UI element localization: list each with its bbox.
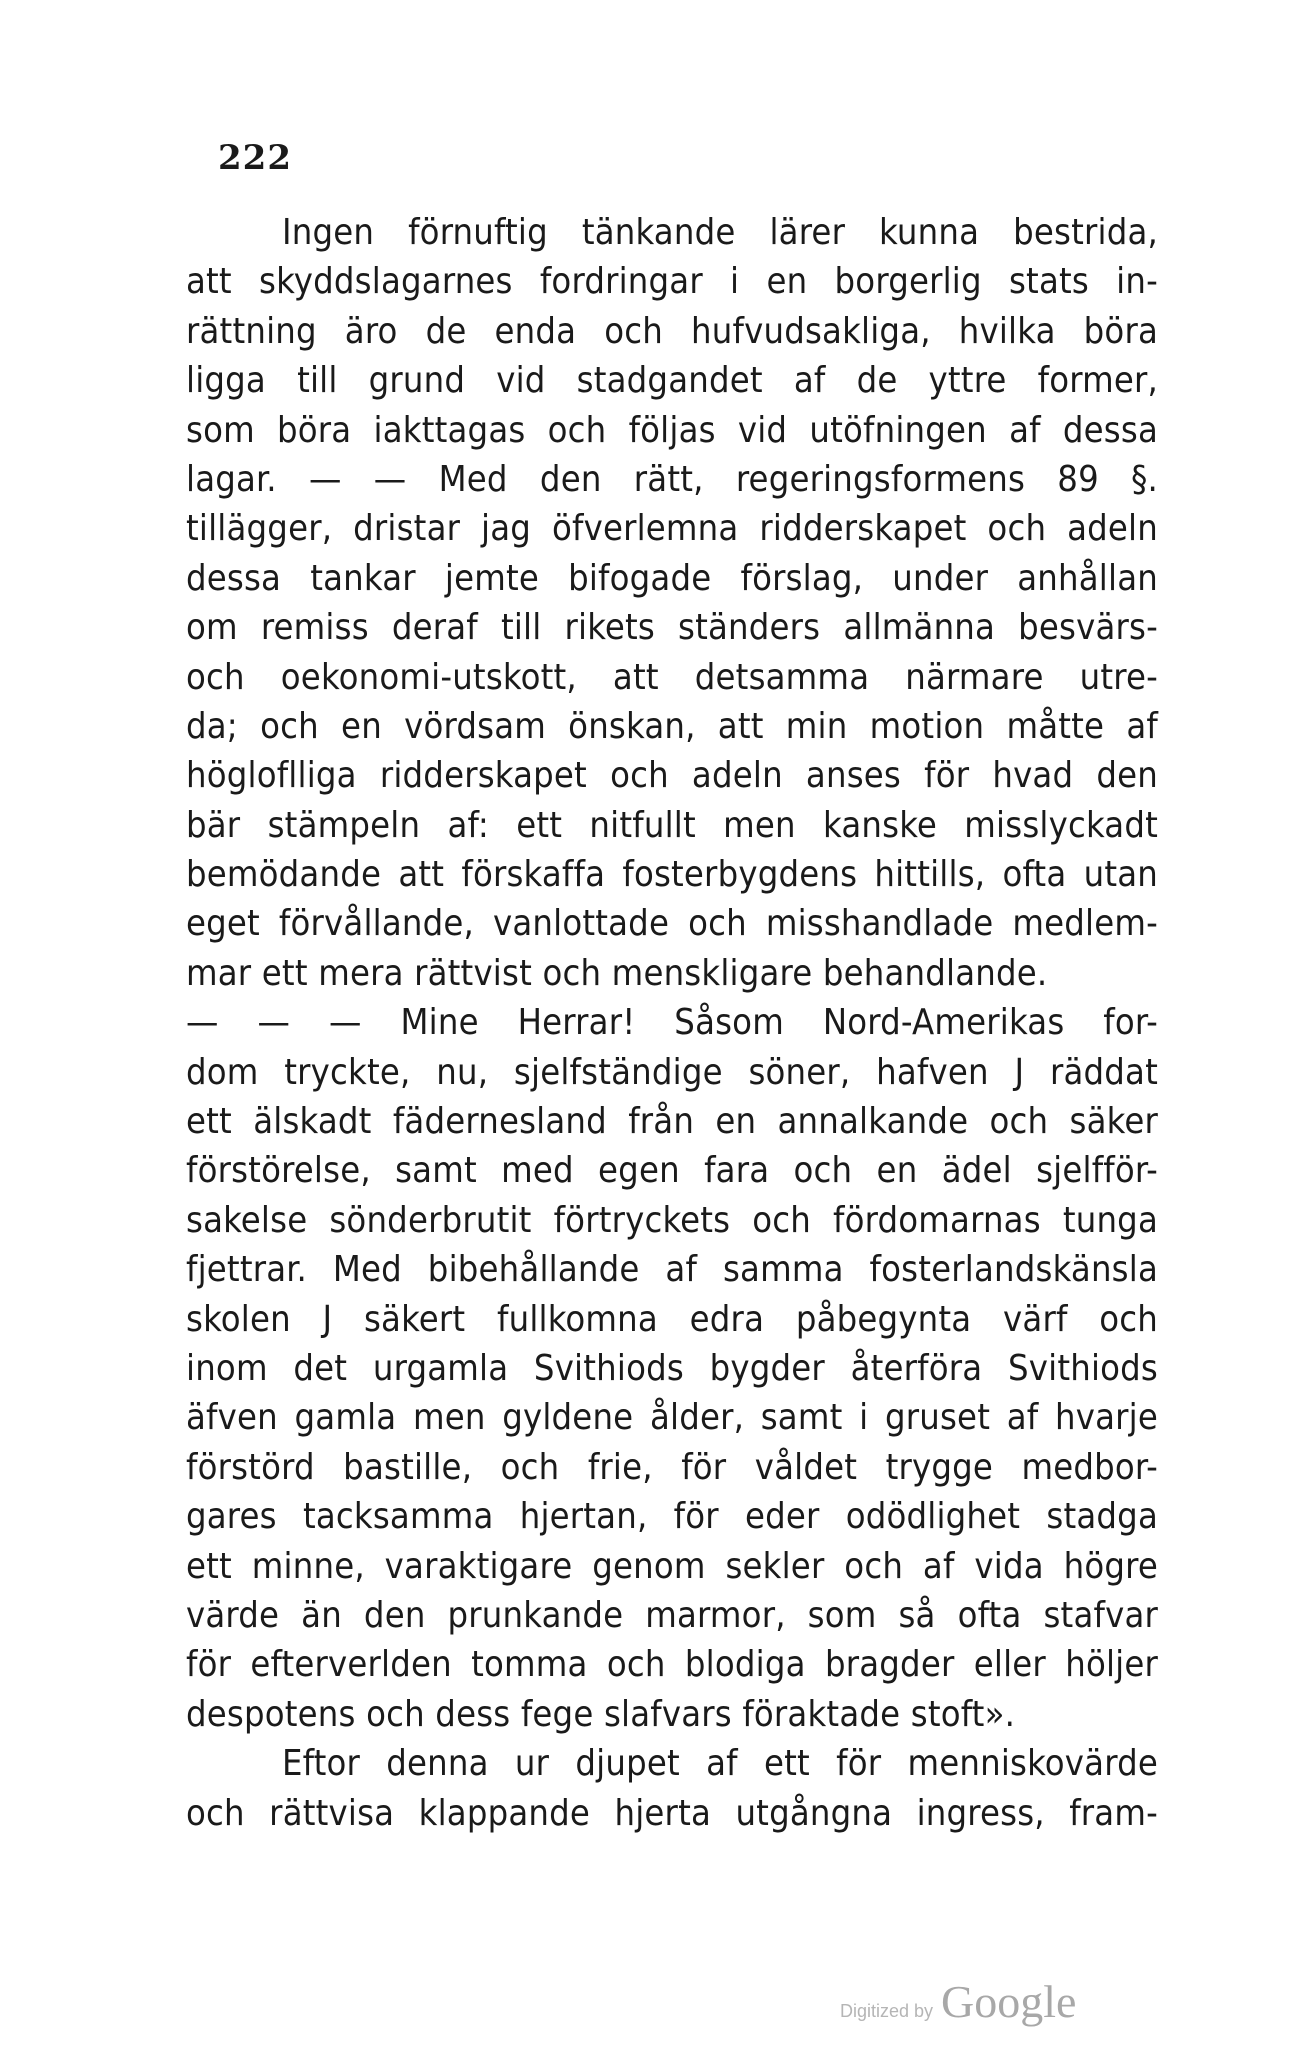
text-line: mar ett mera rättvist och menskligare behandlande. (186, 952, 1048, 994)
text-line: fjettrar. Med bibehållande af samma fosterlandskänsla (186, 1249, 1158, 1291)
text-line: Eftor denna ur djupet af ett för menniskovärde (282, 1743, 1158, 1785)
text-line: och oekonomi-utskott, att detsamma närmare utre- (186, 656, 1158, 698)
text-line: despotens och dess fege slafvars föraktade stoft». (186, 1693, 1016, 1735)
text-line: skolen J säkert fullkomna edra påbegynta värf och (186, 1298, 1158, 1340)
text-line: värde än den prunkande marmor, som så ofta stafvar (186, 1594, 1158, 1636)
text-line: dessa tankar jemte bifogade förslag, under anhållan (186, 557, 1158, 599)
text-line: att skyddslagarnes fordringar i en borgerlig stats in- (186, 261, 1158, 303)
text-line: som böra iakttagas och följas vid utöfningen af dessa (186, 409, 1158, 451)
text-line: inom det urgamla Svithiods bygder återföra Svithiods (186, 1347, 1158, 1389)
text-line: och rättvisa klappande hjerta utgångna ingress, fram- (186, 1792, 1158, 1834)
text-line: da; och en vördsam önskan, att min motion måtte af (186, 705, 1158, 747)
text-line: äfven gamla men gyldene ålder, samt i gruset af hvarje (186, 1397, 1158, 1439)
text-line: förstörelse, samt med egen fara och en ädel sjelfför- (186, 1150, 1158, 1192)
text-line: ligga till grund vid stadgandet af de yttre former, (186, 360, 1158, 402)
body-text (186, 208, 1158, 1838)
text-line: — — — Mine Herrar! Såsom Nord-Amerikas for- (186, 1002, 1158, 1044)
text-line: bemödande att förskaffa fosterbygdens hittills, ofta utan (186, 854, 1158, 896)
text-line: bär stämpeln af: ett nitfullt men kanske misslyckadt (186, 804, 1158, 846)
text-line: lagar. — — Med den rätt, regeringsformens 89 §. (186, 458, 1158, 500)
text-line: Ingen förnuftig tänkande lärer kunna bestrida, (282, 212, 1158, 253)
text-line: högloflliga ridderskapet och adeln anses för hvad den (186, 755, 1158, 797)
page-number: 222 (218, 138, 292, 178)
text-line: rättning äro de enda och hufvudsakliga, hvilka böra (186, 310, 1158, 352)
text-line: ett minne, varaktigare genom sekler och af vida högre (186, 1545, 1158, 1587)
watermark-label: Digitized by (840, 2001, 934, 2021)
digitized-watermark (840, 1975, 1076, 2028)
text-line: ett älskadt fädernesland från en annalkande och säker (186, 1101, 1158, 1143)
google-logo: Google (941, 1976, 1077, 2027)
text-line: dom tryckte, nu, sjelfständige söner, hafven J räddat (186, 1051, 1158, 1093)
text-line: för efterverlden tomma och blodiga bragder eller höljer (186, 1644, 1158, 1686)
text-line: förstörd bastille, och frie, för våldet trygge medbor- (186, 1446, 1158, 1488)
text-line: gares tacksamma hjertan, för eder odödlighet stadga (186, 1496, 1158, 1538)
text-line: eget förvållande, vanlottade och misshandlade medlem- (186, 903, 1158, 945)
text-line: sakelse sönderbrutit förtryckets och fördomarnas tunga (186, 1199, 1158, 1241)
text-line: om remiss deraf till rikets ständers allmänna besvärs- (186, 607, 1158, 649)
text-line: tillägger, dristar jag öfverlemna ridderskapet och adeln (186, 508, 1158, 550)
